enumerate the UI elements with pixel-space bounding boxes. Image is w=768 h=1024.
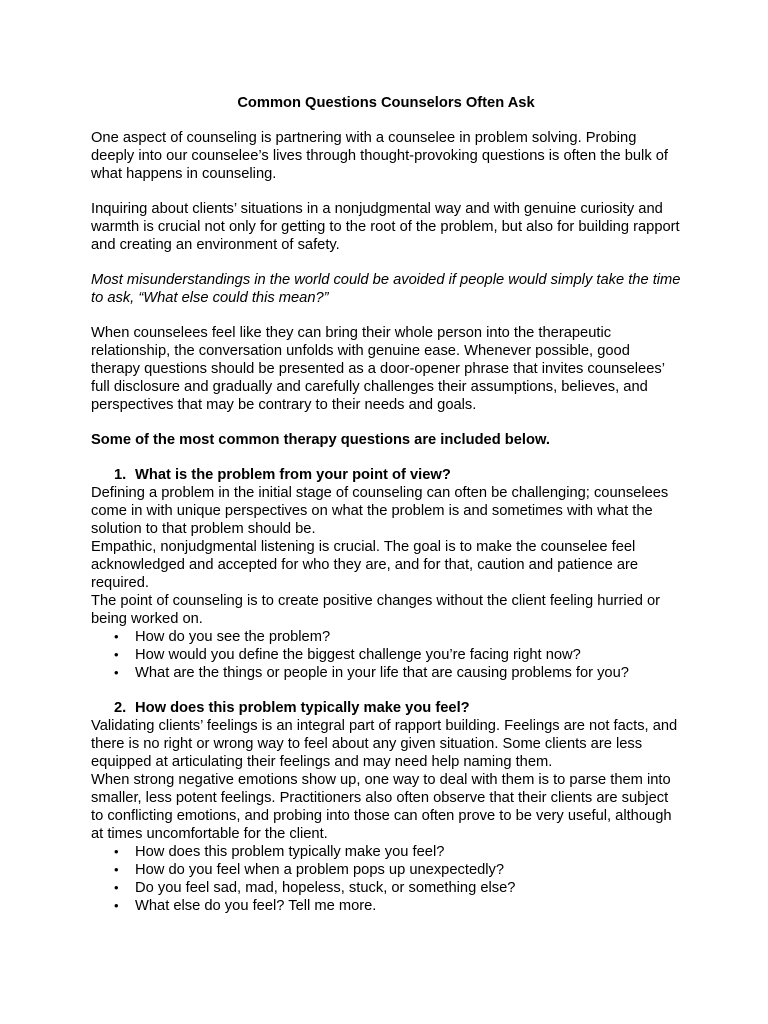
body-paragraph: When counselees feel like they can bring their whole person into the therapeutic relationship, the conversation unfolds with genuine ease. Whenever possible, good therapy questions should be presented as a door-opener phrase that invites counselees’ full disclosure and gradually and carefully challenges their assumptions, believes, and perspectives that may be contrary to their needs and goals.: [91, 325, 665, 413]
bullet-list: [91, 628, 681, 682]
section-2: [91, 699, 681, 915]
list-item-text: How do you feel when a problem pops up unexpectedly?: [135, 862, 505, 878]
list-item-text: What else do you feel? Tell me more.: [135, 898, 377, 914]
bullet-icon: •: [114, 647, 119, 662]
bullet-icon: •: [114, 844, 119, 859]
section-paragraph: When strong negative emotions show up, one way to deal with them is to parse them into smaller, less potent feelings. Practitioners also often observe that their clients are subject to conflicting emotions, and probing into those can often prove to be very useful, although at times uncomfortable for the client.: [91, 772, 672, 842]
section-heading-text: How does this problem typically make you feel?: [135, 700, 470, 716]
list-item: [91, 628, 681, 646]
bullet-icon: •: [114, 880, 119, 895]
list-item-text: How does this problem typically make you feel?: [135, 844, 445, 860]
list-item-text: Do you feel sad, mad, hopeless, stuck, or something else?: [135, 880, 516, 896]
section-paragraph: The point of counseling is to create positive changes without the client feeling hurried or being worked on.: [91, 593, 661, 627]
bullet-list: [91, 843, 681, 915]
section-1: [91, 466, 681, 682]
list-item: [91, 664, 681, 682]
intro-paragraph-2: Inquiring about clients’ situations in a nonjudgmental way and with genuine curiosity and warmth is crucial not only for getting to the root of the problem, but also for building rapport and creating an environment of safety.: [91, 201, 680, 253]
list-item-text: How do you see the problem?: [135, 629, 331, 645]
document-page: [91, 94, 681, 932]
quote: Most misunderstandings in the world could be avoided if people would simply take the time to ask, “What else could this mean?”: [91, 272, 681, 306]
document-title: Common Questions Counselors Often Ask: [237, 95, 535, 111]
list-item: [91, 897, 681, 915]
list-item: [91, 646, 681, 664]
section-heading: [91, 699, 681, 717]
section-heading: [91, 466, 681, 484]
bullet-icon: •: [114, 629, 119, 644]
bullet-icon: •: [114, 898, 119, 913]
bullet-icon: •: [114, 862, 119, 877]
bullet-icon: •: [114, 665, 119, 680]
list-item: [91, 879, 681, 897]
section-paragraph: Empathic, nonjudgmental listening is crucial. The goal is to make the counselee feel acknowledged and accepted for who they are, and for that, caution and patience are required.: [91, 539, 639, 591]
list-item-text: How would you define the biggest challenge you’re facing right now?: [135, 647, 581, 663]
section-number: 1.: [114, 467, 127, 483]
section-heading-text: What is the problem from your point of view?: [135, 467, 451, 483]
section-number: 2.: [114, 700, 127, 716]
section-paragraph: Defining a problem in the initial stage of counseling can often be challenging; counselees come in with unique perspectives on what the problem is and sometimes with what the solution to that problem should be.: [91, 485, 669, 537]
list-intro: Some of the most common therapy questions are included below.: [91, 432, 550, 448]
list-item-text: What are the things or people in your life that are causing problems for you?: [135, 665, 629, 681]
list-item: [91, 843, 681, 861]
list-item: [91, 861, 681, 879]
intro-paragraph-1: One aspect of counseling is partnering with a counselee in problem solving. Probing deeply into our counselee’s lives through thought-provoking questions is often the bulk of what happens in counseling.: [91, 130, 668, 182]
section-paragraph: Validating clients’ feelings is an integral part of rapport building. Feelings are not facts, and there is no right or wrong way to feel about any given situation. Some clients are less equipped at articulating their feelings and may need help naming them.: [91, 718, 678, 770]
